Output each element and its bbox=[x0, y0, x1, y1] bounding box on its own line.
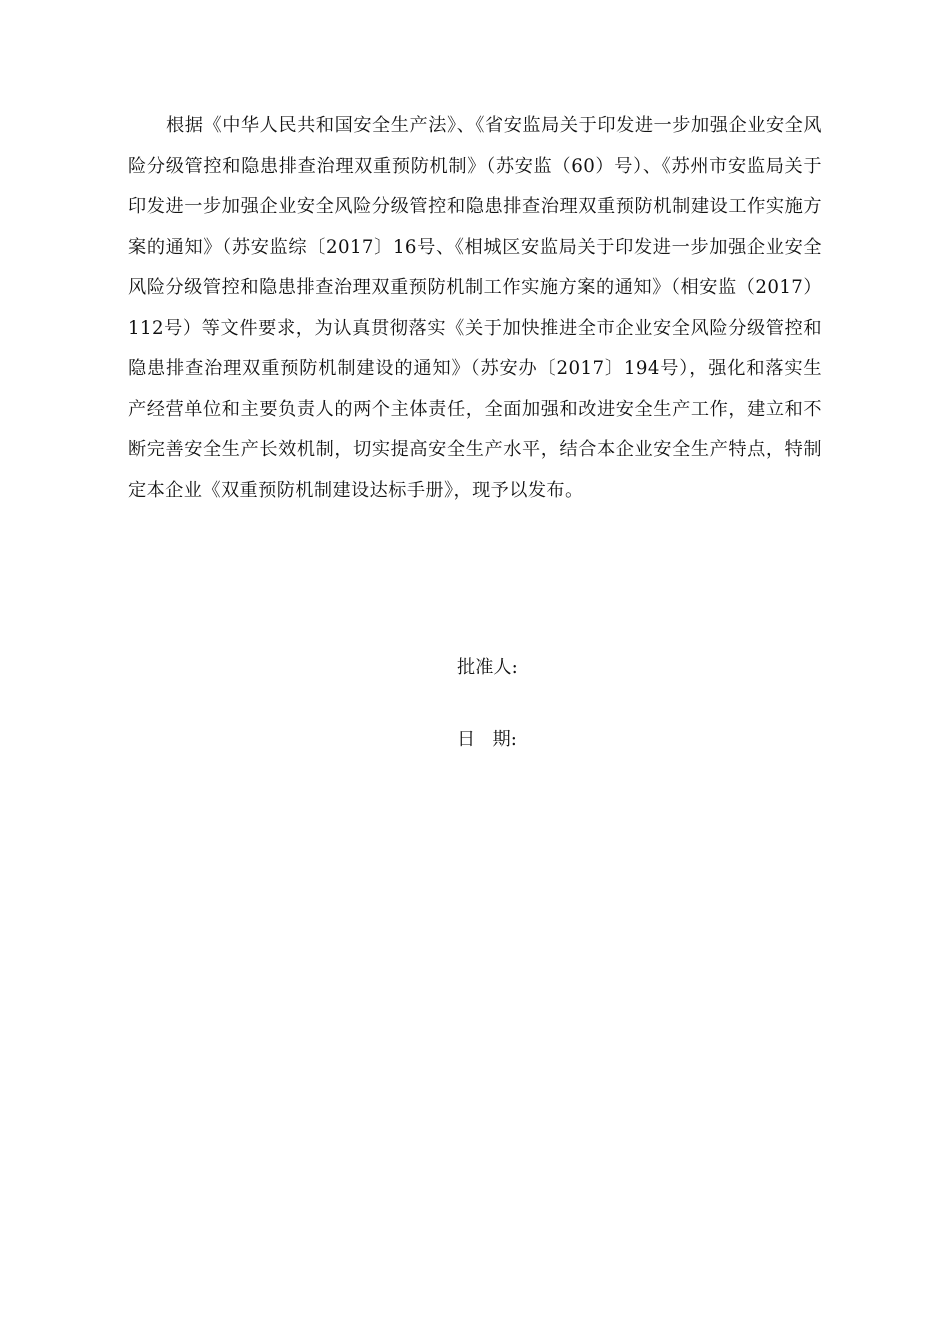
release-statement-paragraph: 根据《中华人民共和国安全生产法》、《省安监局关于印发进一步加强企业安全风险分级管控和隐患排查治理双重预防机制》（苏安监（60）号）、《苏州市安监局关于印发进一步加强企业安全风险分级管控和隐患排查治理双重预防机制建设工作实施方案的通知》（苏安监综〔2017〕16号、《相城区安监局关于印发进一步加强企业安全风险分级管控和隐患排查治理双重预防机制工作实施方案的通知》（相安监（2017）112号）等文件要求，为认真贯彻落实《关于加快推进全市企业安全风险分级管控和隐患排查治理双重预防机制建设的通知》（苏安办〔2017〕194号），强化和落实生产经营单位和主要负责人的两个主体责任，全面加强和改进安全生产工作，建立和不断完善安全生产长效机制，切实提高安全生产水平，结合本企业安全生产特点，特制定本企业《双重预防机制建设达标手册》，现予以发布。 bbox=[128, 115, 822, 501]
approver-label: 批准人: bbox=[457, 657, 518, 678]
date-label: 日 期: bbox=[457, 729, 517, 750]
